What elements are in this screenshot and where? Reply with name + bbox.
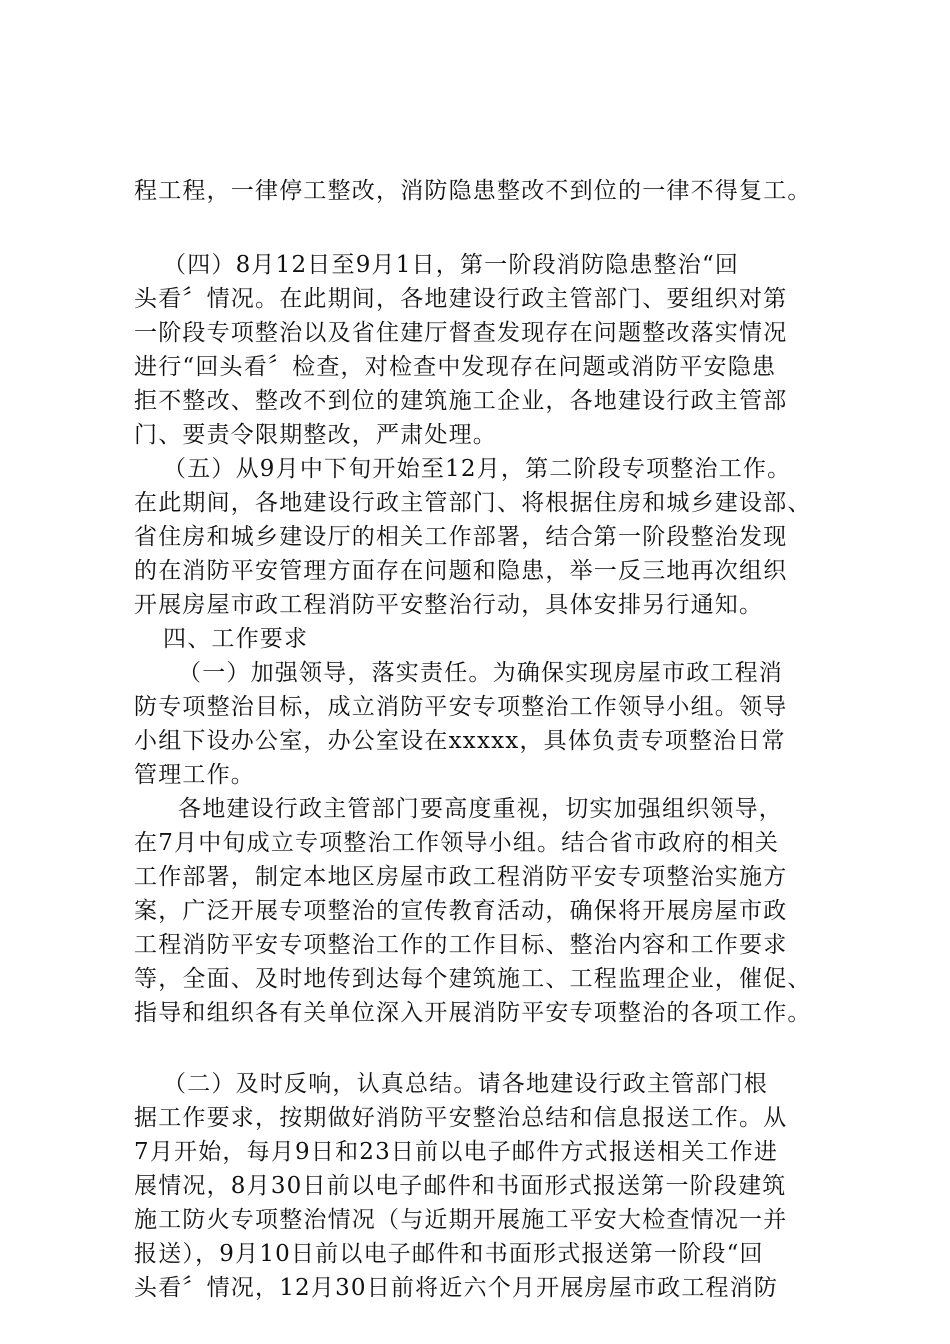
paragraph-line: 在此期间，各地建设行政主管部门、将根据住房和城乡建设部、 [134,490,812,516]
paragraph-line: 省住房和城乡建设厅的相关工作部署，结合第一阶段整治发现 [134,524,788,550]
paragraph-line: 一阶段专项整治以及省住建厅督查发现存在问题整改落实情况 [134,320,788,346]
section-heading: 四、工作要求 [163,626,309,652]
paragraph-line: （五）从9月中下旬开始至12月，第二阶段专项整治工作。 [163,456,792,482]
paragraph-line: 各地建设行政主管部门要高度重视，切实加强组织领导， [178,796,783,822]
paragraph-line: 小组下设办公室，办公室设在xxxxx，具体负责专项整治日常 [134,728,786,754]
paragraph-line: 防专项整治目标，成立消防平安专项整治工作领导小组。领导 [134,694,788,720]
paragraph-line: 施工防火专项整治情况（与近期开展施工平安大检查情况一并 [134,1207,788,1233]
paragraph-line: 工程消防平安专项整治工作的工作目标、整治内容和工作要求 [134,932,788,958]
paragraph-line: 7月开始，每月9日和23日前以电子邮件方式报送相关工作进 [134,1139,779,1165]
paragraph-line: （一）加强领导，落实责任。为确保实现房屋市政工程消 [178,660,783,686]
paragraph-line: 开展房屋市政工程消防平安整治行动，具体安排另行通知。 [134,592,764,618]
paragraph-line: 头看〞情况，12月30日前将近六个月开展房屋市政工程消防 [134,1275,779,1301]
paragraph-line: （二）及时反响，认真总结。请各地建设行政主管部门根 [163,1071,768,1097]
paragraph-line: 等，全面、及时地传到达每个建筑施工、工程监理企业，催促、 [134,966,812,992]
paragraph-line: 头看〞情况。在此期间，各地建设行政主管部门、要组织对第 [134,286,788,312]
paragraph-line: 报送），9月10日前以电子邮件和书面形式报送第一阶段“回 [134,1241,764,1267]
paragraph-line: 门、要责令限期整改，严肃处理。 [134,422,497,448]
paragraph-line: 管理工作。 [134,762,255,788]
paragraph-line: 的在消防平安管理方面存在问题和隐患，举一反三地再次组织 [134,558,788,584]
paragraph-line: 指导和组织各有关单位深入开展消防平安专项整治的各项工作。 [134,1000,812,1026]
paragraph-line: 在7月中旬成立专项整治工作领导小组。结合省市政府的相关 [134,830,780,856]
paragraph-line: 进行“回头看〞检查，对检查中发现存在问题或消防平安隐患 [134,354,777,380]
paragraph-line: 据工作要求，按期做好消防平安整治总结和信息报送工作。从 [134,1105,788,1131]
paragraph-line: 拒不整改、整改不到位的建筑施工企业，各地建设行政主管部 [134,388,788,414]
paragraph-line: 程工程，一律停工整改，消防隐患整改不到位的一律不得复工。 [134,178,812,204]
paragraph-line: 展情况，8月30日前以电子邮件和书面形式报送第一阶段建筑 [134,1173,787,1199]
paragraph-line: 工作部署，制定本地区房屋市政工程消防平安专项整治实施方 [134,864,788,890]
paragraph-line: 案，广泛开展专项整治的宣传教育活动，确保将开展房屋市政 [134,898,788,924]
paragraph-line: （四）8月12日至9月1日，第一阶段消防隐患整治“回 [163,252,740,278]
